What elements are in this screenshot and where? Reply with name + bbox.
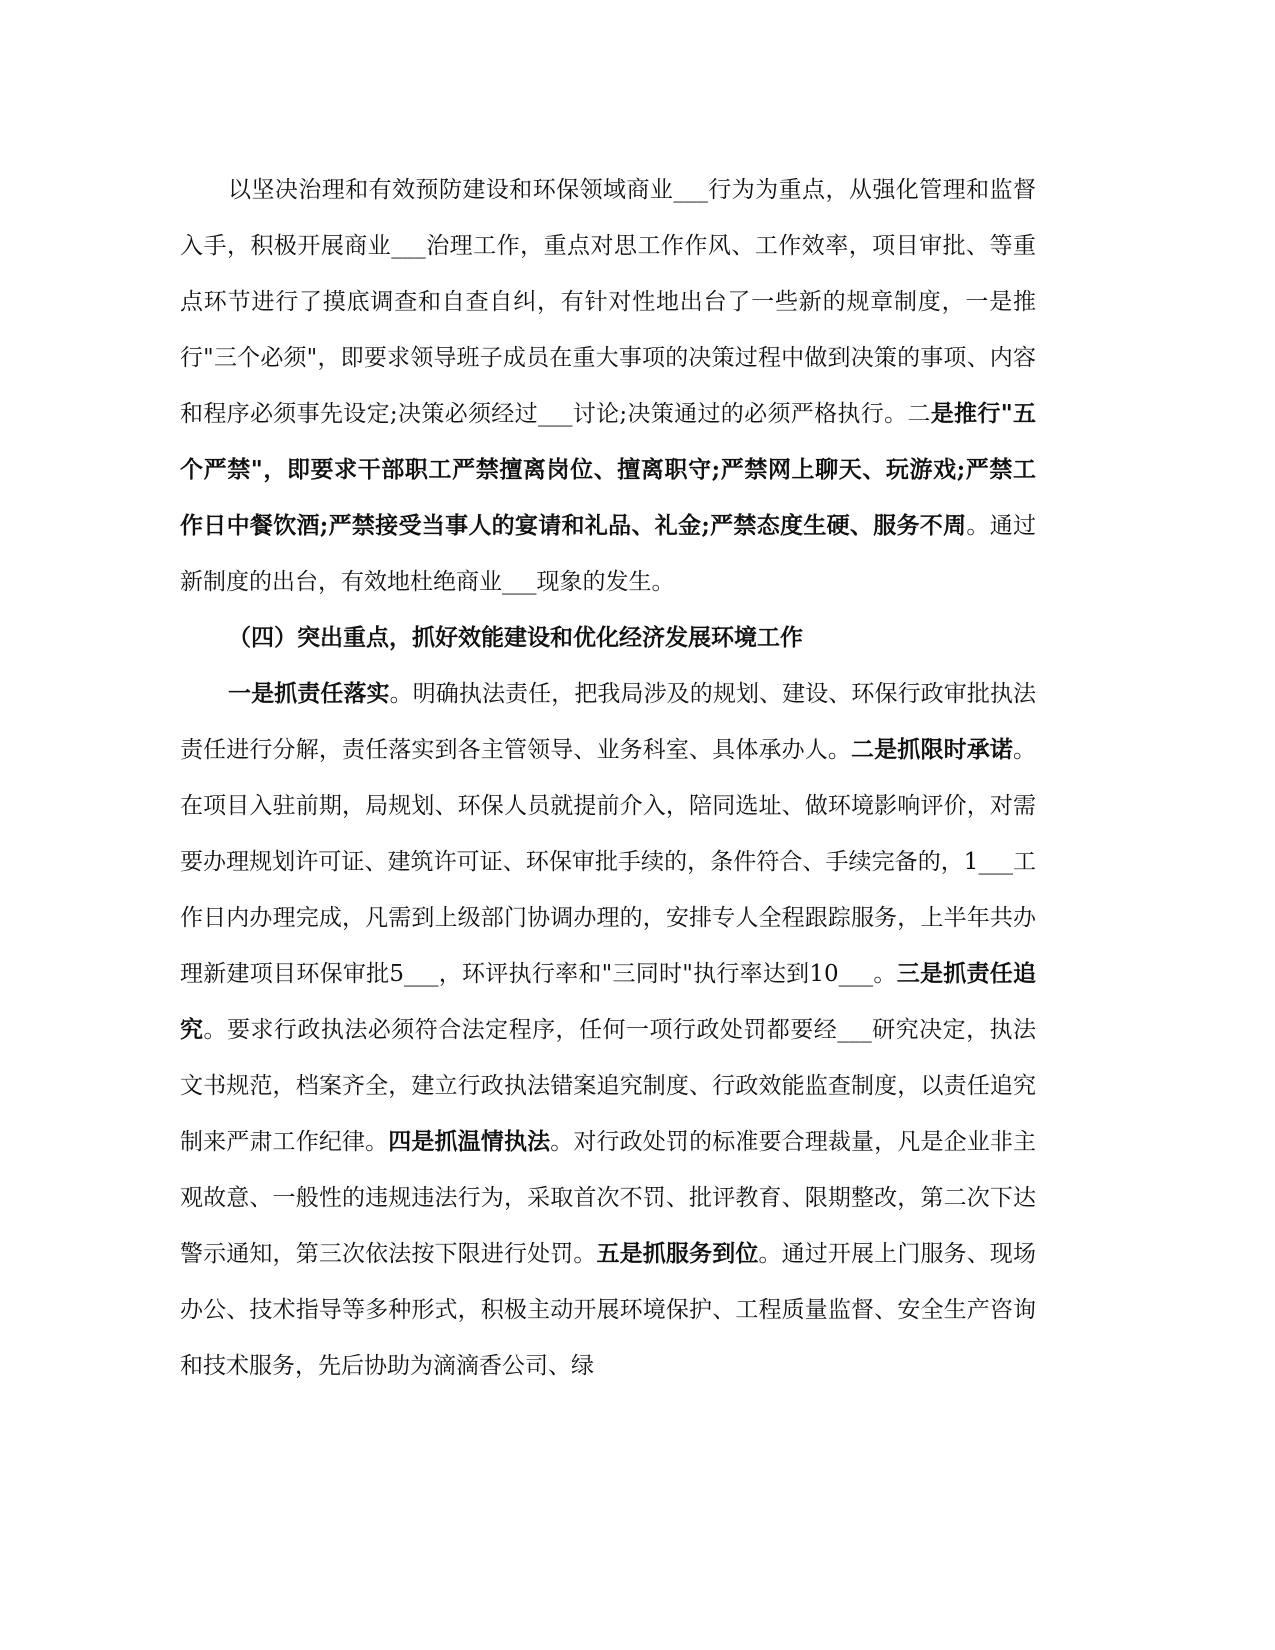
- section-heading-four: （四）突出重点，抓好效能建设和优化经济发展环境工作: [228, 624, 803, 651]
- paragraph-rules-tail: 。通过新制度的出台，有效地杜绝商业___现象的发生。: [180, 513, 1037, 595]
- five-prohibitions-text: 是推行"五个严禁"，即要求干部职工严禁擅离岗位、擅离职守;严禁网上聊天、玩游戏;严禁工作日中餐饮酒;严禁接受当事人的宴请和礼品、礼金;严禁态度生硬、服务不周: [180, 400, 1037, 539]
- point-five-title: 五是抓服务到位: [596, 1240, 759, 1267]
- point-one-text: 。明确执法责任，把我局涉及的规划、建设、环保行政审批执法责任进行分解，责任落实到各主管领导、业务科室、具体承办人。: [180, 681, 1037, 763]
- paragraph-rules-intro: 以坚决治理和有效预防建设和环保领域商业___行为为重点，从强化管理和监督入手，积极开展商业___治理工作，重点对思工作作风、工作效率，项目审批、等重点环节进行了摸底调查和自查自纠，有针对性地出台了一些新的规章制度，一是推行"三个必须"，即要求领导班子成员在重大事项的决策过程中做到决策的事项、内容和程序必须事先设定;决策必须经过___讨论;决策通过的必须严格执行。二: [180, 177, 1036, 427]
- point-one-title: 一是抓责任落实: [228, 680, 390, 707]
- point-two-title: 二是抓限时承诺: [851, 736, 1014, 763]
- paragraph-efficiency: [180, 666, 1036, 1394]
- point-three-title: 三是抓责任追究: [180, 960, 1037, 1043]
- point-three-text: 。要求行政执法必须符合法定程序，任何一项行政处罚都要经___研究决定，执法文书规范，档案齐全，建立行政执法错案追究制度、行政效能监查制度，以责任追究制来严肃工作纪律。: [180, 1017, 1037, 1155]
- point-five-text: 。通过开展上门服务、现场办公、技术指导等多种形式，积极主动开展环境保护、工程质量监督、安全生产咨询和技术服务，先后协助为滴滴香公司、绿: [180, 1241, 1037, 1379]
- document-body: [180, 162, 1036, 1394]
- point-two-text: 。在项目入驻前期，局规划、环保人员就提前介入，陪同选址、做环境影响评价，对需要办理规划许可证、建筑许可证、环保审批手续的，条件符合、手续完备的，1___工作日内办理完成，凡需到上级部门协调办理的，安排专人全程跟踪服务，上半年共办理新建项目环保审批5___，环评执行率和"三同时"执行率达到10___。: [180, 737, 1037, 987]
- point-four-title: 四是抓温情执法: [388, 1128, 551, 1155]
- paragraph-rules: [180, 162, 1036, 610]
- point-four-text: 。对行政处罚的标准要合理裁量，凡是企业非主观故意、一般性的违规违法行为，采取首次不罚、批评教育、限期整改，第二次下达警示通知，第三次依法按下限进行处罚。: [180, 1129, 1037, 1267]
